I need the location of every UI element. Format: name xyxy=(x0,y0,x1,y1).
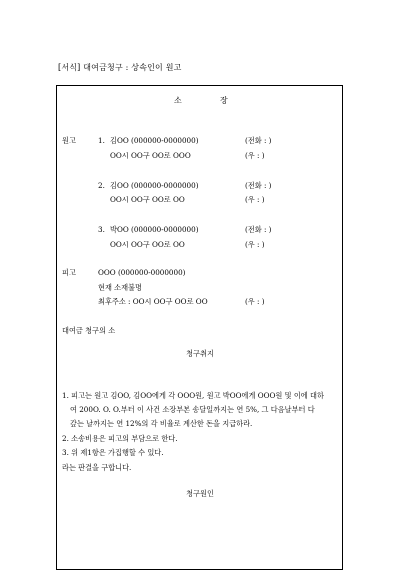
claim-line-5: 3. 위 제1항은 가집행할 수 있다. xyxy=(62,448,164,457)
plaintiff-2-postal: (우 : ) xyxy=(245,195,265,204)
plaintiff-1-name: 김OO (000000-0000000) xyxy=(110,136,199,145)
claim-line-1: 1. 피고는 원고 김OO, 김OO에게 각 OOO원, 원고 박OO에게 OOO원 및 이에 대하 xyxy=(62,391,324,400)
defendant-status: 현재 소재불명 xyxy=(98,283,142,292)
defendant-postal: (우 : ) xyxy=(245,297,265,306)
cause-title: 청구원인 xyxy=(186,489,214,498)
plaintiff-2-phone: (전화 : ) xyxy=(245,181,272,190)
plaintiff-label: 원고 xyxy=(62,136,76,145)
plaintiff-1-phone: (전화 : ) xyxy=(245,136,272,145)
claim-line-4: 2. 소송비용은 피고의 부담으로 한다. xyxy=(62,434,178,443)
title-right: 장 xyxy=(220,96,228,105)
claim-line-6: 라는 판결을 구합니다. xyxy=(62,463,132,472)
plaintiff-3-phone: (전화 : ) xyxy=(245,225,272,234)
title-left: 소 xyxy=(174,96,182,105)
plaintiff-1-postal: (우 : ) xyxy=(245,151,265,160)
plaintiff-3-name: 박OO (000000-0000000) xyxy=(110,225,199,234)
case-name: 대여금 청구의 소 xyxy=(62,326,116,335)
claim-line-2: 여 200O. O. O.부터 이 사건 소장부본 송달일까지는 연 5%, 그 다음날부터 다 xyxy=(70,405,315,414)
defendant-last-address: 최후주소 : OO시 OO구 OO로 OO xyxy=(98,297,208,306)
plaintiff-2-num: 2. xyxy=(98,181,105,190)
plaintiff-3-postal: (우 : ) xyxy=(245,240,265,249)
plaintiff-1-num: 1. xyxy=(98,136,105,145)
defendant-name: OOO (000000-0000000) xyxy=(98,268,186,277)
plaintiff-2-address: OO시 OO구 OO로 OO xyxy=(110,195,185,204)
form-header: [서식] 대여금청구 : 상속인이 원고 xyxy=(58,63,182,72)
claim-title: 청구취지 xyxy=(186,349,214,358)
plaintiff-2-name: 김OO (000000-0000000) xyxy=(110,181,199,190)
plaintiff-1-address: OO시 OO구 OO로 OOO xyxy=(110,151,191,160)
claim-line-3: 갚는 날까지는 연 12%의 각 비율로 계산한 돈을 지급하라. xyxy=(70,419,253,428)
defendant-label: 피고 xyxy=(62,268,76,277)
plaintiff-3-address: OO시 OO구 OO로 OO xyxy=(110,240,185,249)
plaintiff-3-num: 3. xyxy=(98,225,105,234)
